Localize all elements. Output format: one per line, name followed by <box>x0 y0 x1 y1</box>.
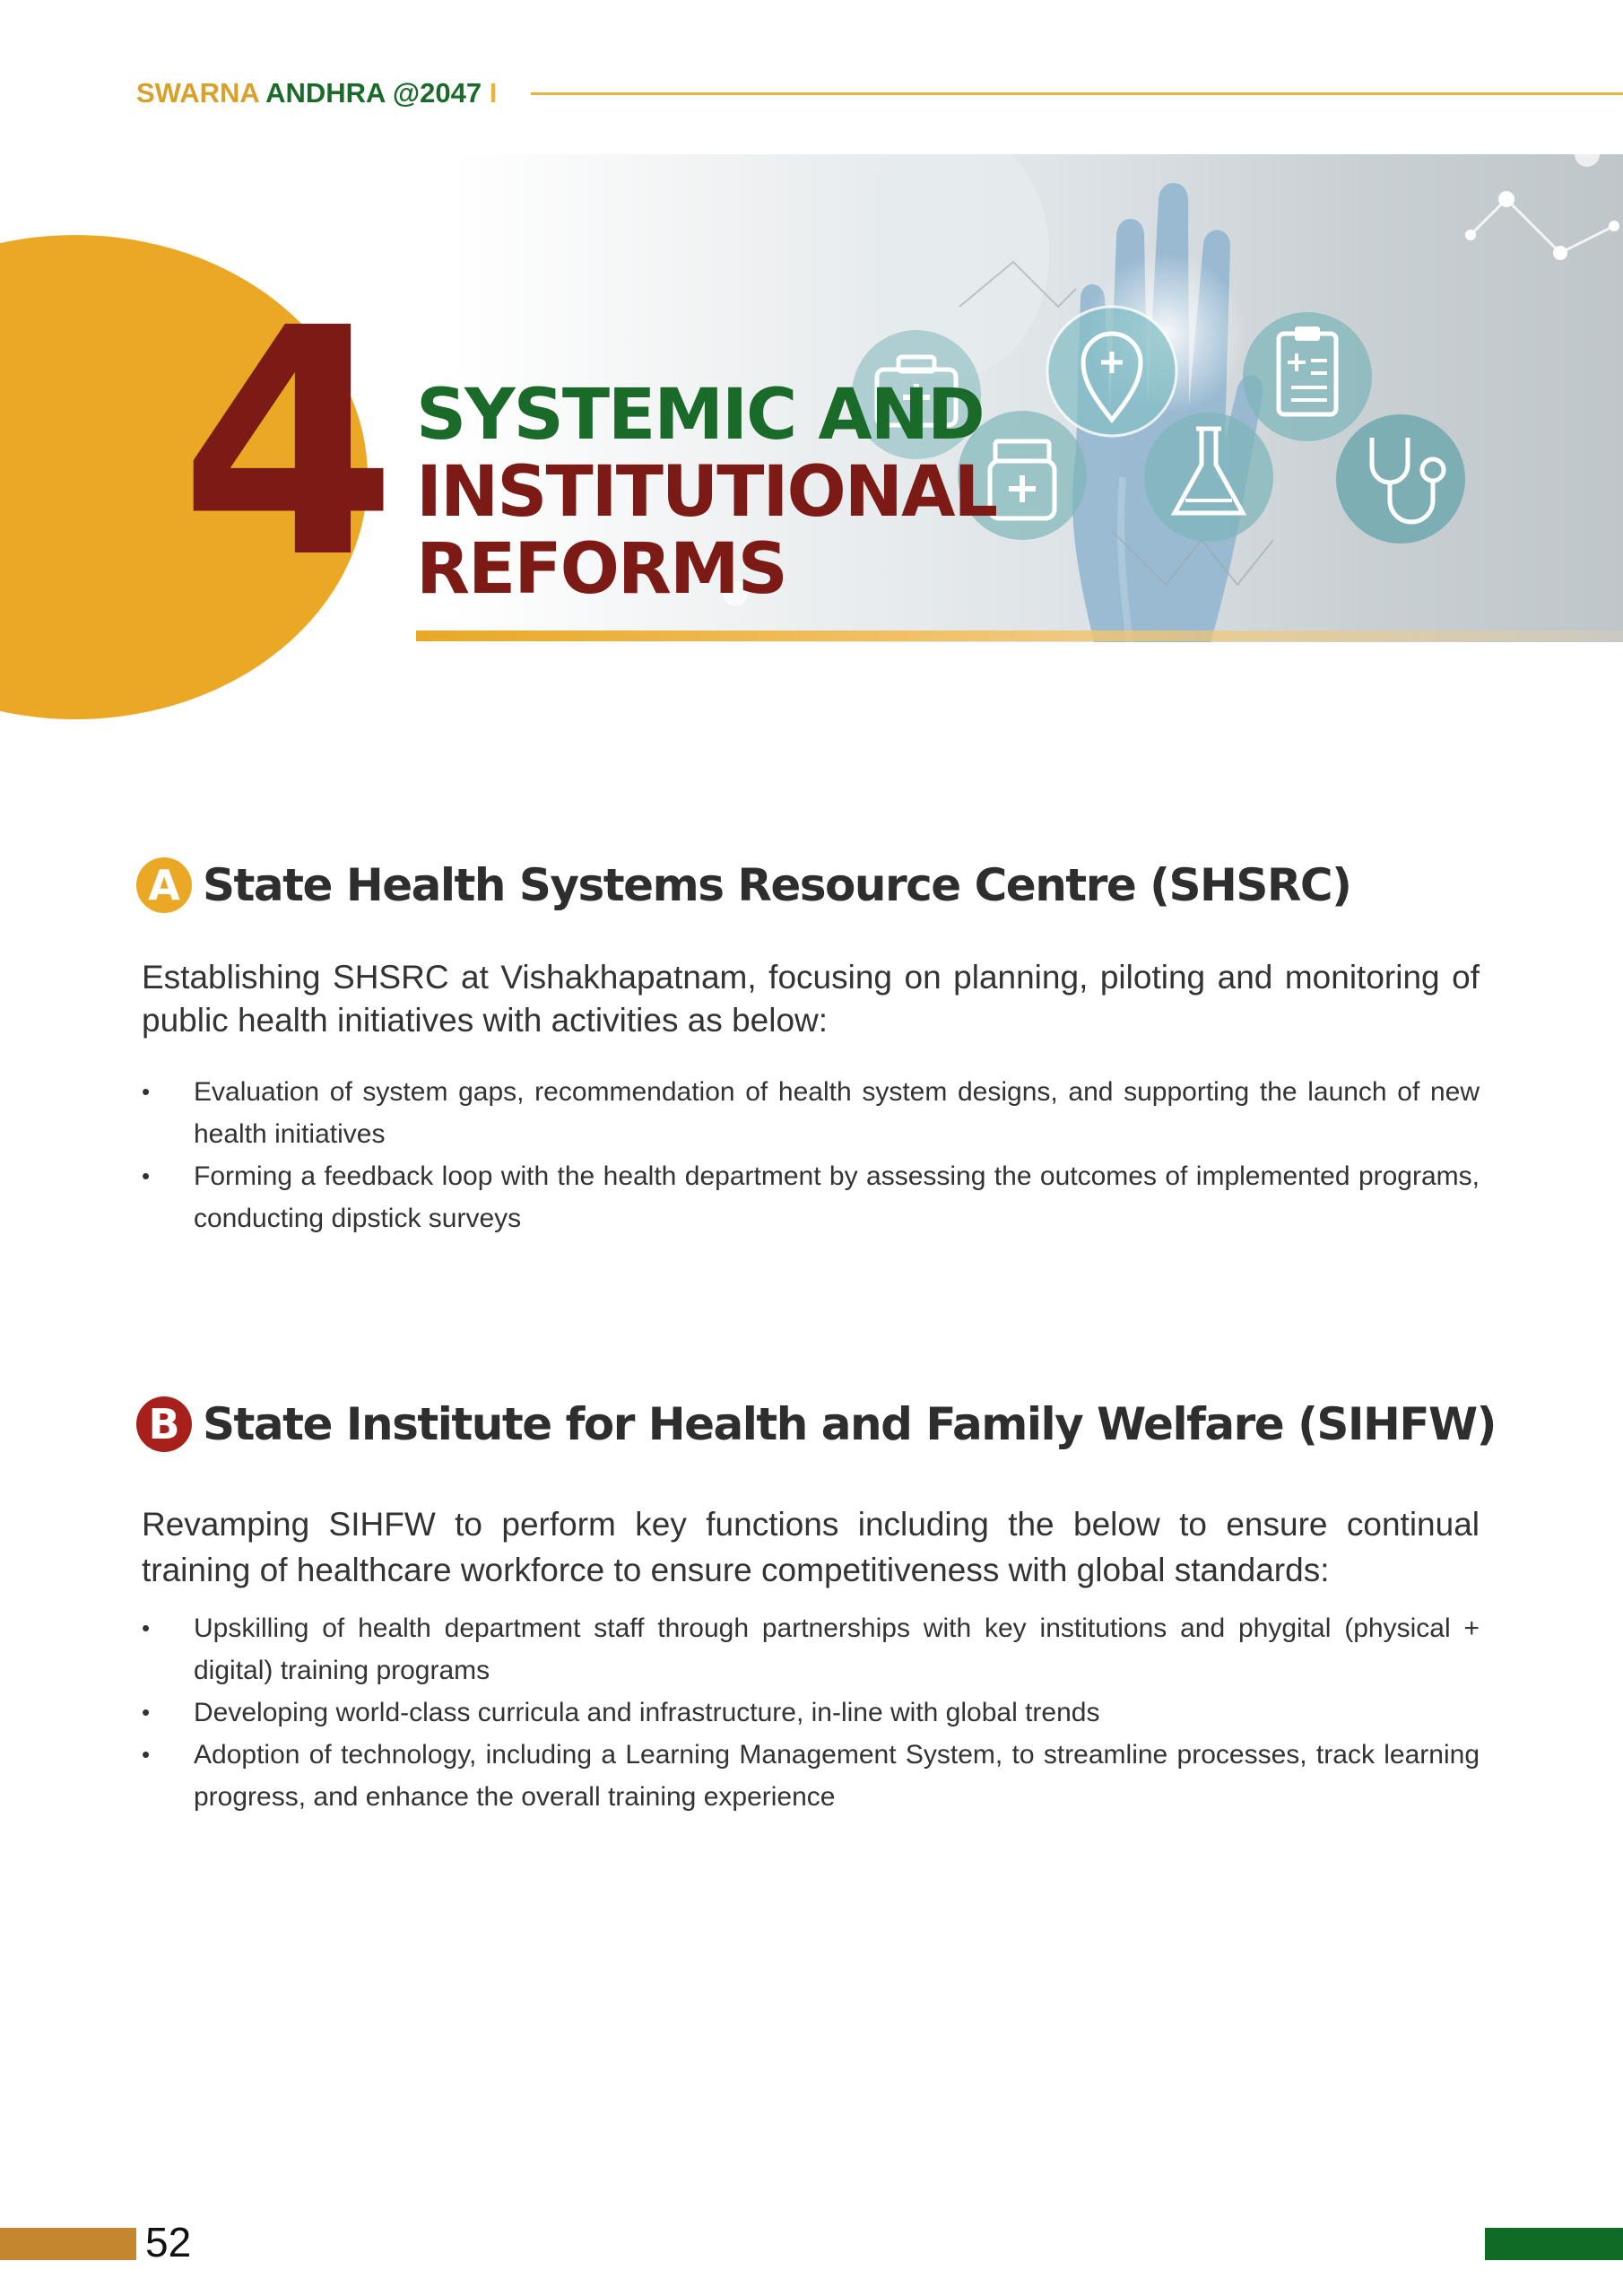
header-word-andhra: ANDHRA @2047 <box>258 77 482 109</box>
section-b-title: State Institute for Health and Family Welfare (SIHFW) <box>203 1398 1497 1450</box>
list-item: • Evaluation of system gaps, recommendation of health system designs, and supporting the launch of new health initiatives <box>142 1071 1480 1155</box>
section-a-heading <box>136 857 1350 913</box>
header-word-swarna: SWARNA <box>136 77 259 109</box>
list-item: • Adoption of technology, including a Learning Management System, to streamline processes, track learning progress, and enhance the overall training experience <box>142 1734 1480 1818</box>
section-a-badge: A <box>136 857 192 913</box>
stethoscope-icon <box>1336 414 1465 544</box>
page-header <box>136 75 1623 111</box>
clipboard-icon <box>1243 312 1372 441</box>
section-b-bullet-list <box>142 1607 1480 1818</box>
title-underline <box>416 631 1623 641</box>
section-a-intro: Establishing SHSRC at Vishakhapatnam, focusing on planning, piloting and monitoring of public health initiatives with activities as below: <box>142 959 1480 1039</box>
section-b-intro: Revamping SIHFW to perform key functions including the below to ensure continual training of healthcare workforce to ensure competitiveness with global standards: <box>142 1506 1480 1588</box>
header-separator: I <box>482 77 498 109</box>
section-a-bullet-list <box>142 1071 1480 1239</box>
section-a-title: State Health Systems Resource Centre (SHSRC) <box>203 859 1351 911</box>
chapter-title <box>416 377 996 608</box>
section-b-badge: B <box>136 1396 192 1452</box>
header-brand <box>136 75 497 111</box>
chapter-title-line-1: SYSTEMIC AND <box>416 375 984 456</box>
list-item: • Upskilling of health department staff through partnerships with key institutions and phygital (physical + digital) training programs <box>142 1607 1480 1692</box>
section-b-heading <box>136 1396 1496 1452</box>
chapter-title-line-3: REFORMS <box>416 529 786 610</box>
footer-left-bar <box>0 2228 136 2260</box>
lab-flask-icon <box>1144 413 1273 542</box>
list-item: • Forming a feedback loop with the health department by assessing the outcomes of implemented programs, conducting dipstick surveys <box>142 1155 1480 1239</box>
chapter-title-line-2: INSTITUTIONAL <box>416 452 997 533</box>
chapter-number: 4 <box>179 261 389 627</box>
header-rule <box>531 92 1623 95</box>
list-item: • Developing world-class curricula and infrastructure, in-line with global trends <box>142 1692 1480 1734</box>
footer-right-bar <box>1485 2228 1623 2260</box>
page-number: 52 <box>145 2219 192 2266</box>
location-pin-plus-icon <box>1047 307 1176 436</box>
